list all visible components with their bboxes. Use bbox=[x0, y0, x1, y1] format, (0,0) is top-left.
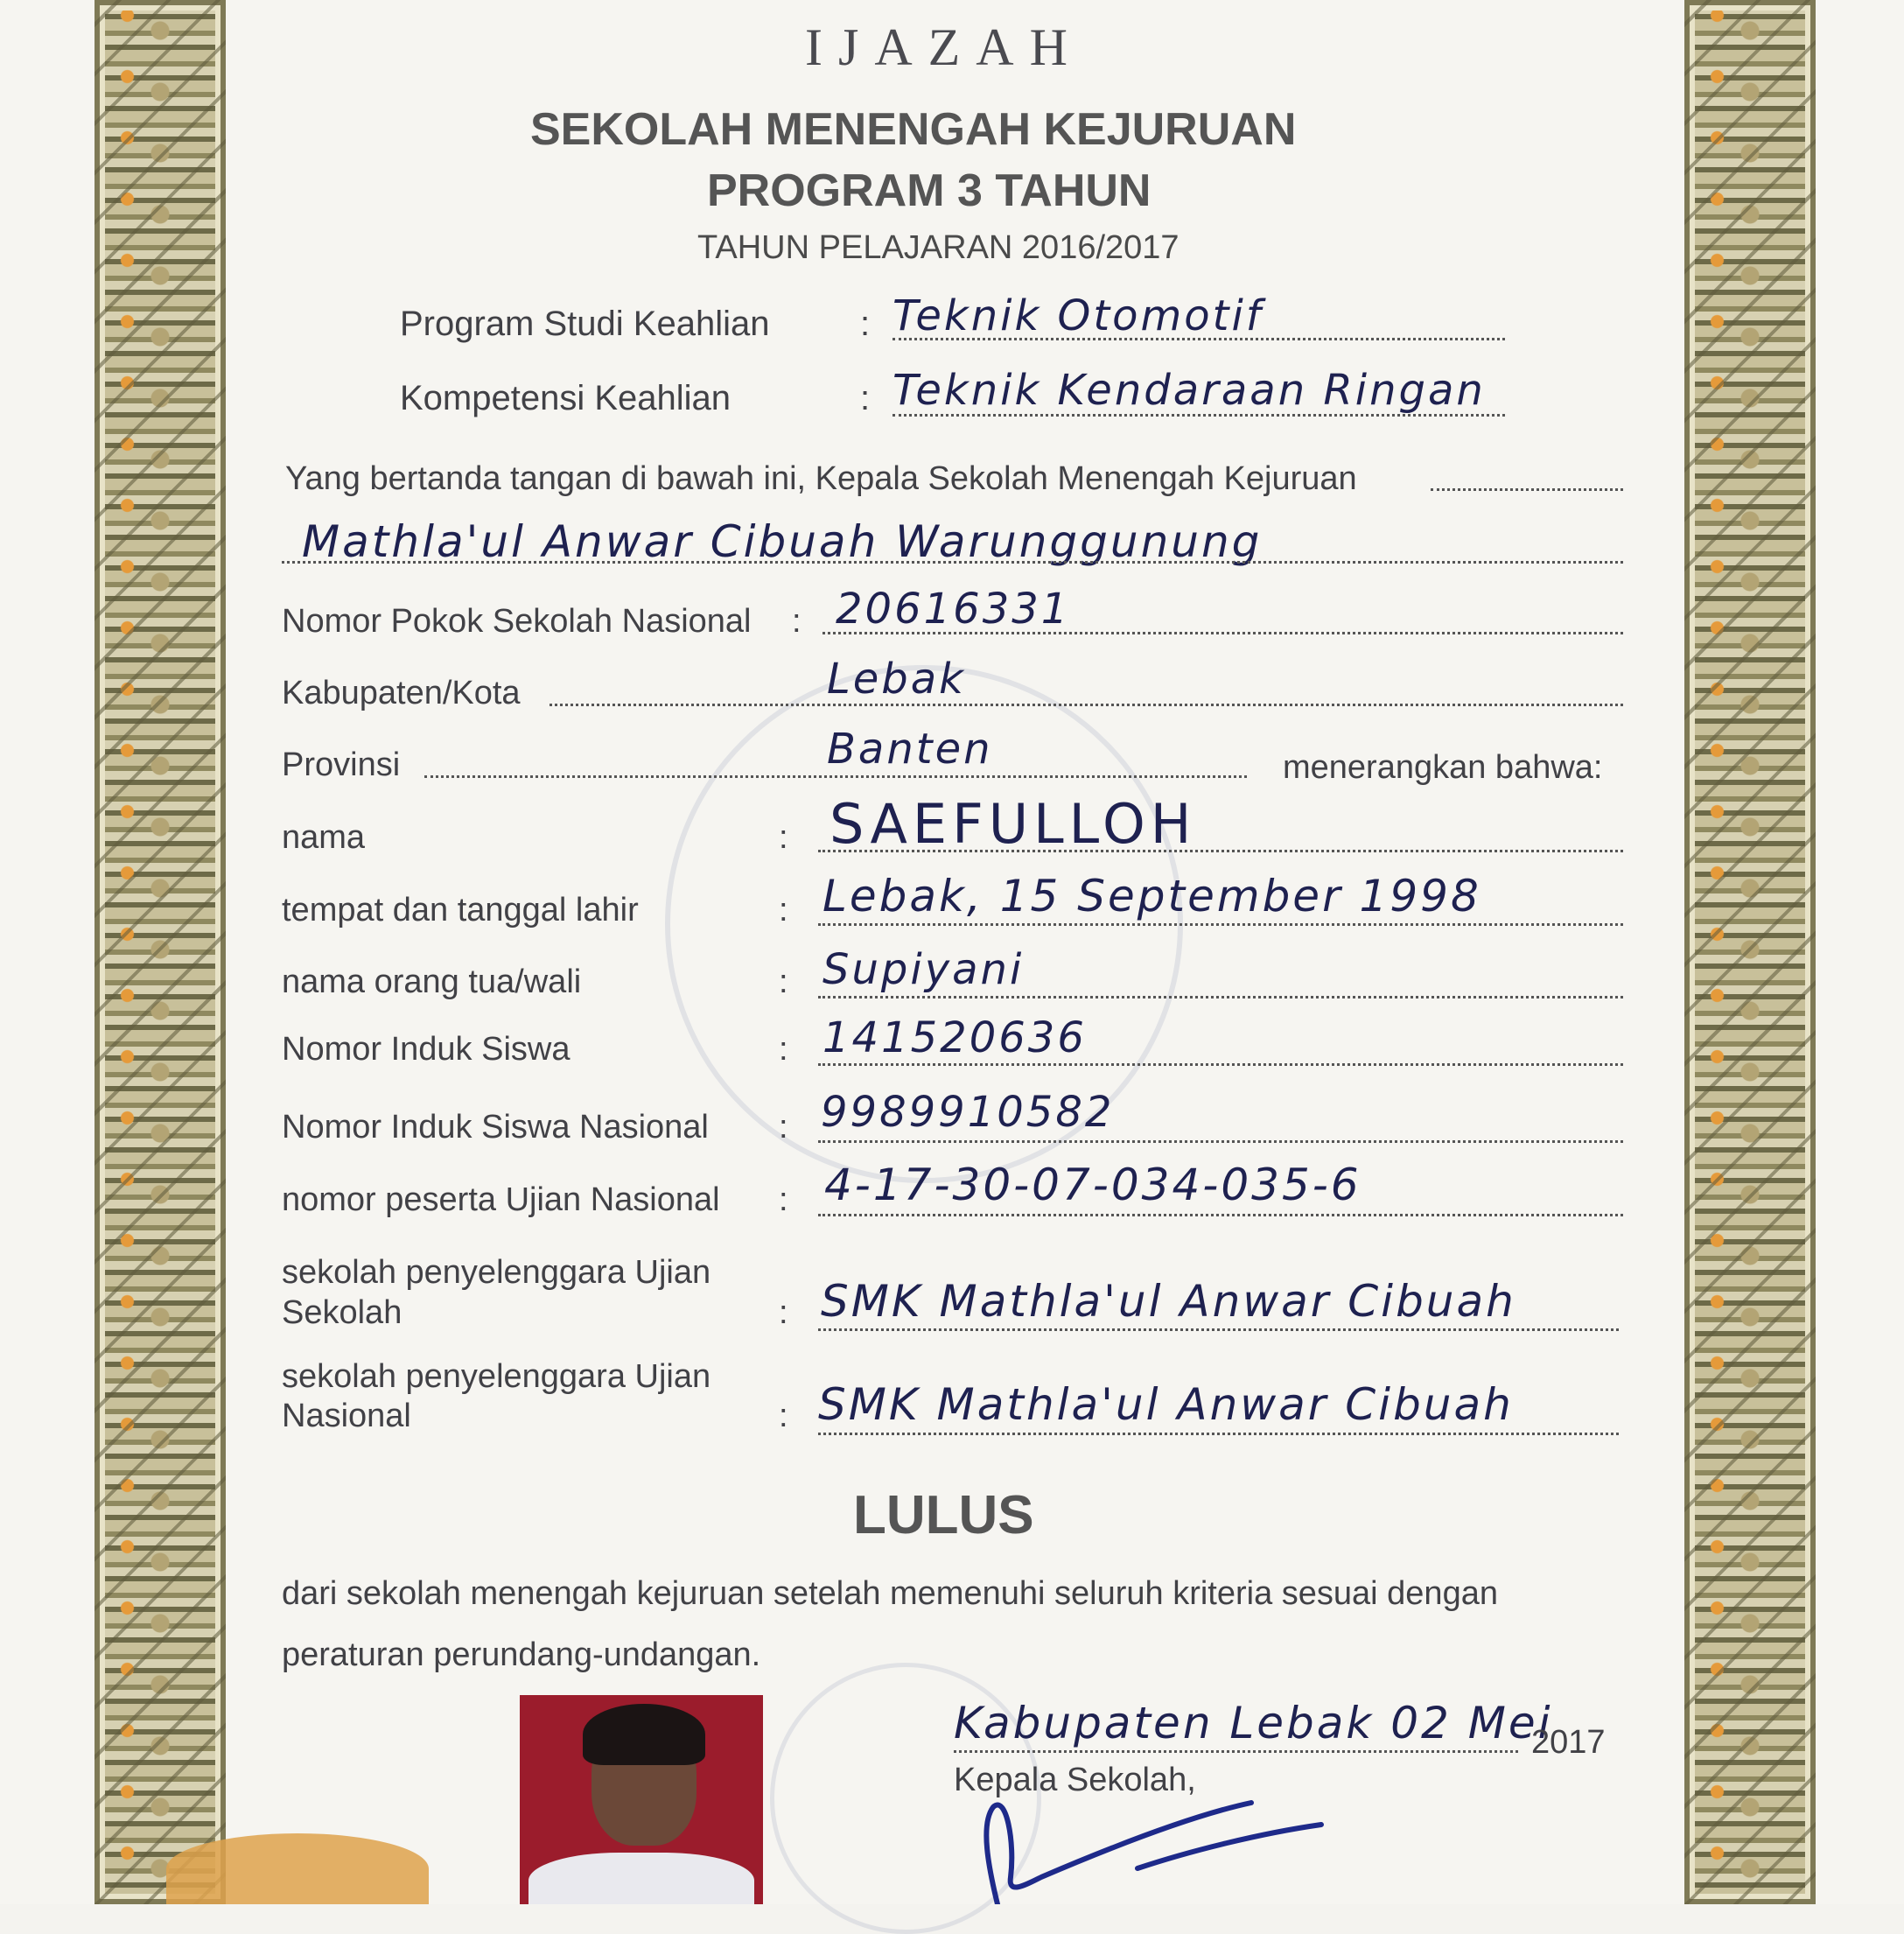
ttl-label: tempat dan tanggal lahir bbox=[282, 892, 639, 928]
us-value: SMK Mathla'ul Anwar Cibuah bbox=[821, 1276, 1516, 1327]
colon: : bbox=[779, 1398, 788, 1434]
result-text-line2: peraturan perundang-undangan. bbox=[282, 1636, 761, 1673]
right-ornament-pattern bbox=[1684, 0, 1816, 1904]
dotted-line bbox=[550, 704, 1623, 706]
kabupaten-value: Lebak bbox=[827, 655, 966, 704]
ortu-label: nama orang tua/wali bbox=[282, 963, 582, 1000]
dotted-line bbox=[954, 1750, 1518, 1753]
colon: : bbox=[779, 1294, 788, 1331]
colon: : bbox=[792, 603, 802, 640]
intro-text: Yang bertanda tangan di bawah ini, Kepala Sekolah Menengah Kejuruan bbox=[285, 460, 1357, 497]
kompetensi-value: Teknik Kendaraan Ringan bbox=[892, 366, 1486, 415]
colon: : bbox=[860, 305, 871, 343]
nisn-label: Nomor Induk Siswa Nasional bbox=[282, 1109, 709, 1146]
provinsi-label: Provinsi bbox=[282, 746, 401, 783]
provinsi-value: Banten bbox=[827, 725, 993, 774]
un-label: nomor peserta Ujian Nasional bbox=[282, 1181, 720, 1218]
nisn-value: 9989910582 bbox=[821, 1088, 1115, 1137]
colon: : bbox=[779, 963, 788, 1000]
left-ornament-pattern bbox=[94, 0, 226, 1904]
student-photo bbox=[520, 1695, 763, 1904]
nama-value: SAEFULLOH bbox=[830, 792, 1197, 856]
us-label-line1: sekolah penyelenggara Ujian bbox=[282, 1254, 711, 1291]
unas-value: SMK Mathla'ul Anwar Cibuah bbox=[818, 1379, 1514, 1430]
ttl-value: Lebak, 15 September 1998 bbox=[822, 871, 1481, 921]
colon: : bbox=[779, 819, 788, 856]
nis-value: 141520636 bbox=[822, 1013, 1087, 1062]
colon: : bbox=[779, 1031, 788, 1068]
nama-label: nama bbox=[282, 819, 366, 856]
dotted-line bbox=[282, 561, 1623, 564]
colon: : bbox=[779, 1109, 788, 1146]
signature-year: 2017 bbox=[1531, 1724, 1606, 1761]
unas-label-line1: sekolah penyelenggara Ujian bbox=[282, 1358, 711, 1395]
kabupaten-label: Kabupaten/Kota bbox=[282, 675, 521, 711]
dotted-line bbox=[818, 1140, 1623, 1143]
place-date-value: Kabupaten Lebak 02 Mei bbox=[954, 1698, 1553, 1748]
dotted-line bbox=[818, 850, 1623, 852]
dotted-line bbox=[892, 414, 1505, 417]
us-label-line2: Sekolah bbox=[282, 1294, 402, 1331]
colon: : bbox=[779, 1181, 788, 1218]
dotted-line bbox=[892, 338, 1505, 340]
gold-seal bbox=[166, 1833, 429, 1904]
school-type-heading: SEKOLAH MENENGAH KEJURUAN bbox=[530, 104, 1297, 155]
npsn-label: Nomor Pokok Sekolah Nasional bbox=[282, 603, 752, 640]
result-text-line1: dari sekolah menengah kejuruan setelah memenuhi seluruh kriteria sesuai dengan bbox=[282, 1575, 1498, 1612]
dotted-line bbox=[818, 1328, 1619, 1331]
dotted-line bbox=[424, 775, 1247, 778]
colon: : bbox=[779, 892, 788, 928]
academic-year: TAHUN PELAJARAN 2016/2017 bbox=[697, 229, 1180, 266]
graduation-status: LULUS bbox=[853, 1485, 1034, 1545]
kompetensi-label: Kompetensi Keahlian bbox=[400, 379, 732, 417]
menerangkan-text: menerangkan bahwa: bbox=[1283, 749, 1603, 786]
dotted-line bbox=[822, 632, 1623, 634]
unas-label-line2: Nasional bbox=[282, 1398, 411, 1434]
dotted-line bbox=[818, 1214, 1623, 1216]
dotted-line bbox=[1431, 488, 1623, 491]
school-name-value: Mathla'ul Anwar Cibuah Warunggunung bbox=[302, 516, 1263, 567]
dotted-line bbox=[818, 1063, 1623, 1066]
npsn-value: 20616331 bbox=[836, 585, 1071, 634]
ortu-value: Supiyani bbox=[822, 945, 1025, 994]
program-studi-label: Program Studi Keahlian bbox=[400, 305, 770, 343]
signer-title: Kepala Sekolah, bbox=[954, 1762, 1196, 1798]
nis-label: Nomor Induk Siswa bbox=[282, 1031, 570, 1068]
un-value: 4-17-30-07-034-035-6 bbox=[824, 1160, 1362, 1210]
colon: : bbox=[860, 379, 871, 417]
program-studi-value: Teknik Otomotif bbox=[892, 291, 1264, 340]
dotted-line bbox=[818, 923, 1623, 926]
program-heading: PROGRAM 3 TAHUN bbox=[707, 165, 1152, 216]
dotted-line bbox=[818, 1433, 1619, 1435]
principal-signature bbox=[962, 1790, 1330, 1904]
document-title: IJAZAH bbox=[805, 18, 1083, 76]
dotted-line bbox=[818, 996, 1623, 999]
